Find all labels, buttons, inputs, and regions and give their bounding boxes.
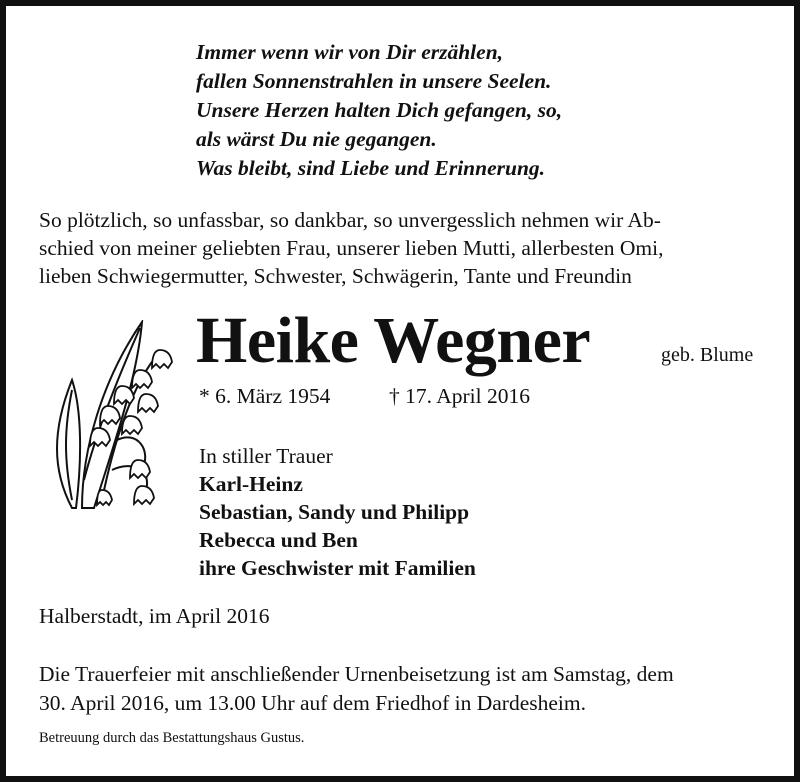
memorial-poem	[196, 38, 562, 183]
mourners-list	[199, 442, 476, 582]
intro-line: lieben Schwiegermutter, Schwester, Schwägerin, Tante und Freundin	[39, 264, 632, 288]
birth-name: geb. Blume	[661, 344, 754, 366]
deceased-name: Heike Wegner	[196, 304, 591, 377]
mourner-name: Sebastian, Sandy und Philipp	[199, 500, 470, 524]
birth-date: * 6. März 1954	[199, 384, 331, 408]
mourners-heading: In stiller Trauer	[199, 444, 333, 468]
intro-text	[39, 206, 774, 290]
mourner-name: Rebecca und Ben	[199, 528, 358, 552]
intro-line: schied von meiner geliebten Frau, unserer lieben Mutti, allerbesten Omi,	[39, 236, 664, 260]
poem-line: als wärst Du nie gegangen.	[196, 127, 437, 151]
intro-line: So plötzlich, so unfassbar, so dankbar, so unvergesslich nehmen wir Ab-	[39, 208, 661, 232]
ceremony-line: Die Trauerfeier mit anschließender Urnenbeisetzung ist am Samstag, dem	[39, 662, 674, 686]
undertaker-note: Betreuung durch das Bestattungshaus Gustus.	[39, 730, 305, 746]
mourner-name: ihre Geschwister mit Familien	[199, 556, 476, 580]
poem-line: Immer wenn wir von Dir erzählen,	[196, 40, 504, 64]
poem-line: fallen Sonnenstrahlen in unsere Seelen.	[196, 69, 552, 93]
lily-of-the-valley-icon	[42, 320, 192, 510]
ceremony-info	[39, 660, 674, 718]
poem-line: Unsere Herzen halten Dich gefangen, so,	[196, 98, 563, 122]
place-date: Halberstadt, im April 2016	[39, 604, 270, 628]
death-date: † 17. April 2016	[389, 384, 530, 408]
poem-line: Was bleibt, sind Liebe und Erinnerung.	[196, 156, 546, 180]
mourner-name: Karl-Heinz	[199, 472, 303, 496]
ceremony-line: 30. April 2016, um 13.00 Uhr auf dem Friedhof in Dardesheim.	[39, 691, 586, 715]
